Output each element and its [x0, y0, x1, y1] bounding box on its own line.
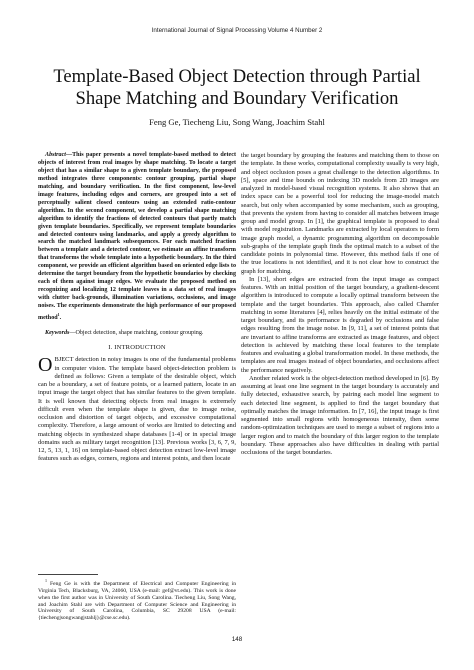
page-number: 148 [231, 636, 243, 643]
abstract-text: —This paper presents a novel template-based method to detect objects of interest from real images by shape matching. To locate a target object that has a similar shape to a given template boundary, the proposed method integrates three components: contour grouping, partial shape matching, and boundary verification. In the first component, low-level image features, including edges and corners, are grouped into a set of perceptually salient closed contours using an extended ratio-contour algorithm. In the second component, we develop a partial shape matching algorithm to identify the fractions of detected contours that partly match given template boundaries. Specifically, we represent template boundaries and detected contours using landmarks, and apply a greedy algorithm to search the matched landmark subsequences. For each matched fraction between a template and a detected contour, we estimate an affine transform that transforms the whole template into a hypothetic boundary. In the third component, we provide an efficient algorithm based on oriented edge lists to determine the target boundary from the hypothetic boundaries by checking each of them against image edges. We evaluate the proposed method on recognizing and localizing 12 template leaves in a data set of real images with clutter back-grounds, illumination variations, occlusions, and image noises. The experiments demonstrate the high performance of our proposed method [38, 152, 236, 322]
footnote-text: Feng Ge is with the Department of Electrical and Computer Engineering in Virginia Tech, Blacksburg, VA, 24060, USA (e-mail: gef@vt.edu). This work is done when the first author was in University of South Carolina. Tiecheng Liu, Song Wang, and Joachim Stahl are with Department of Computer Science and Engineering in University of South Carolina, Columbia, SC 29208 USA (e-mail: {tiecheng|songwang|stahlj}@cse.sc.edu). [38, 580, 236, 622]
left-column [38, 152, 236, 464]
right-paragraph-2: In [13], short edges are extracted from the input image as compact features. With an initial position of the target boundary, a gradient-descent algorithm is introduced to compute a locally optimal transform between the template and the target boundaries. This approach, also called Chamfer matching in some literatures [4], relies heavily on the initial estimate of the target boundary, and its performance is degraded by occlusions and false edges resulting from the image noise. In [9, 11], a set of interest points that are invariant to affine transforms are extracted as image features, and object detection is achieved by matching these local features to the template features and evaluating a global transformation model. In these methods, the templates are real images instead of object boundaries, and occlusions affect the performance negatively. [241, 275, 439, 374]
keywords [38, 330, 236, 338]
right-paragraph-3: Another related work is the object-detection method developed in [6]. By assuming at least one line segment in the target boundary is accurately and fully detected, exhaustive search, by pairing each model line segment to each detected line segment, is applied to find the target boundary that optimally matches the image information. In [7, 16], the input image is first segmented into small regions with homogeneous intensity, then some random-optimization techniques are used to merge a subset of regions into a larger region and to match the boundary of this larger region to the template boundary. These approaches also have difficulties in dealing with partial occlusions of the target boundaries. [241, 374, 439, 456]
right-column [241, 152, 439, 457]
title-line-1: Template-Based Object Detection through Partial [53, 66, 421, 87]
keywords-label: Keywords [45, 330, 70, 337]
section-heading-introduction: I. INTRODUCTION [108, 344, 166, 352]
abstract-footnote-mark: 1 [57, 312, 60, 318]
journal-header: International Journal of Signal Processing Volume 4 Number 2 [151, 27, 323, 34]
author-list: Feng Ge, Tiecheng Liu, Song Wang, Joachim Stahl [149, 117, 325, 127]
footnote-mark: 1 [45, 578, 47, 583]
abstract-label: Abstract [45, 152, 66, 158]
footnote [38, 578, 236, 622]
abstract-end: . [59, 315, 62, 322]
keywords-text: —Object detection, shape matching, contour grouping. [69, 330, 204, 337]
drop-cap: O [38, 354, 53, 377]
footnote-divider [38, 574, 98, 575]
intro-paragraph [38, 356, 236, 463]
right-paragraph-1: the target boundary by grouping the features and matching them to those on the template. In these works, computational complexity usually is very high, and object occlusion poses a great challenge to the detection algorithms. In [5], space and time bounds on indexing 3D models from 2D images are analyzed in model-based visual recognition systems. It also shows that an index space can be a powerful tool for reducing the image-model match search, but only when accompanied by some mechanism, such as grouping, that prevents the system from having to consider all matches between image group and model group. In [1], the graphical template is proposed to deal with model registration. Landmarks are extracted by local operators to form image graph model, a dynamic programming algorithm on decomposable sub-graphs of the template graph finds the optimal match to a subset of the candidate points in polynomial time. However, this method fails if one of the true locations is not identified, and it is not clear how to construct the graph for matching. [241, 152, 439, 275]
intro-text: BJECT detection in noisy images is one of the fundamental problems in computer vision. The template based object-detection problem is defined as follows: Given a template of the desirable object, which can be a boundary, a set of feature points, or a learned pattern, locate in an input image the target object that has similar features to the given template. It is well known that detecting objects from real images is extremely difficult even when the template shape is given, due to image noise, occlusion and distortion of target objects, and excessive computational complexity. Therefore, a large amount of works are limited to detecting and matching objects in synthesized shape databases [1-4] or in special image domains such as military target recognition [13]. Previous works [3, 6, 7, 9, 12, 5, 13, 1, 16] on template-based object detection extract low-level image features such as edges, corners, regions and interest points, and then locate [38, 356, 236, 463]
paper-title [30, 66, 444, 109]
title-line-2: Shape Matching and Boundary Verification [75, 87, 399, 109]
abstract [38, 152, 236, 323]
